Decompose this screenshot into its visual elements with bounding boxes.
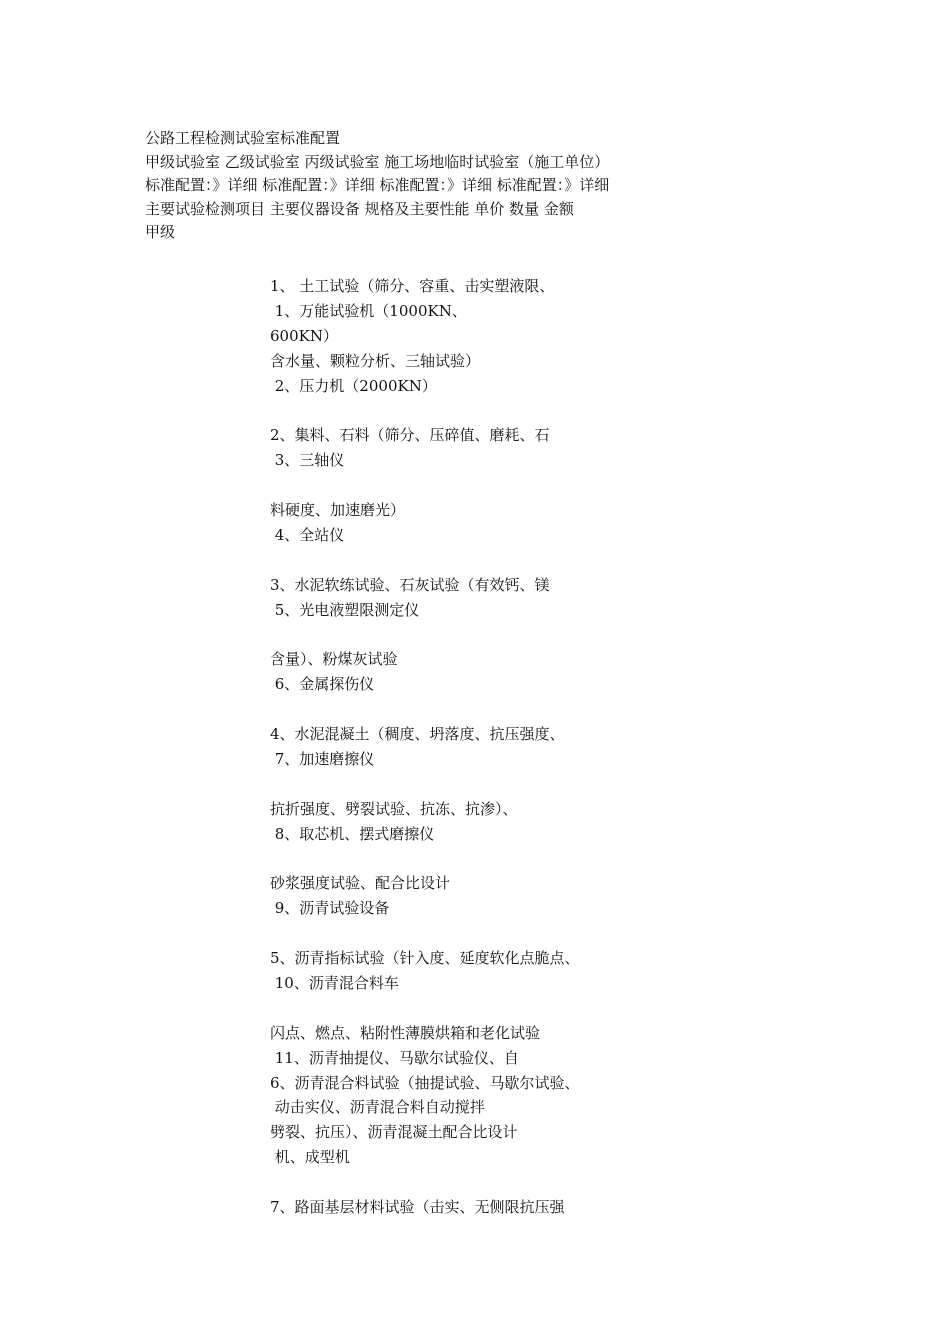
text-line: 动击实仪、沥青混合料自动搅拌: [270, 1098, 485, 1117]
blank-line: [270, 772, 890, 797]
blank-line: [270, 622, 890, 647]
text-line: 机、成型机: [270, 1148, 350, 1167]
text-line: 2、集料、石料（筛分、压碎值、磨耗、石: [270, 426, 550, 445]
text-line: 闪点、燃点、粘附性薄膜烘箱和老化试验: [270, 1023, 541, 1042]
text-line: 6、金属探伤仪: [270, 675, 375, 694]
text-line: 5、光电液塑限测定仪: [270, 600, 420, 619]
text-line: 2、压力机（2000KN）: [270, 376, 437, 395]
text-line: 含水量、颗粒分析、三轴试验）: [270, 351, 481, 370]
document-body: [270, 274, 890, 1220]
standard-config-links: 标准配置：》详细 标准配置：》详细 标准配置：》详细 标准配置：》详细: [145, 176, 610, 194]
text-line: 含量）、粉煤灰试验: [270, 650, 398, 669]
blank-line: [270, 697, 890, 722]
lab-grade-list: 甲级试验室 乙级试验室 丙级试验室 施工场地临时试验室（施工单位）: [145, 152, 610, 171]
grade-label: 甲级: [145, 223, 176, 241]
text-line: 11、沥青抽提仪、马歇尔试验仪、自: [270, 1048, 519, 1067]
text-line: 7、加速磨擦仪: [270, 749, 375, 768]
text-line: 5、沥青指标试验（针入度、延度软化点脆点、: [270, 949, 580, 968]
blank-line: [270, 996, 890, 1021]
text-line: 1、万能试验机（1000KN、: [270, 301, 467, 320]
text-line: 600KN）: [270, 326, 338, 345]
blank-line: [270, 921, 890, 946]
blank-line: [270, 473, 890, 498]
text-line: 抗折强度、劈裂试验、抗冻、抗渗）、: [270, 799, 518, 818]
text-line: 4、水泥混凝土（稠度、坍落度、抗压强度、: [270, 725, 565, 744]
blank-line: [270, 846, 890, 871]
text-line: 9、沥青试验设备: [270, 899, 390, 918]
blank-line: [270, 1170, 890, 1195]
text-line: 7、路面基层材料试验（击实、无侧限抗压强: [270, 1197, 565, 1216]
document-title: 公路工程检测试验室标准配置: [145, 129, 341, 147]
text-line: 3、三轴仪: [270, 451, 345, 470]
text-line: 劈裂、抗压）、沥青混凝土配合比设计: [270, 1123, 518, 1142]
document-header: [145, 127, 905, 245]
text-line: 1、 土工试验（筛分、容重、击实塑液限、: [270, 277, 555, 295]
text-line: 料硬度、加速磨光）: [270, 501, 406, 520]
text-line: 3、水泥软练试验、石灰试验（有效钙、镁: [270, 575, 550, 594]
blank-line: [270, 398, 890, 423]
text-line: 6、沥青混合料试验（抽提试验、马歇尔试验、: [270, 1073, 580, 1092]
text-line: 砂浆强度试验、配合比设计: [270, 874, 451, 893]
table-column-headers: 主要试验检测项目 主要仪器设备 规格及主要性能 单价 数量 金额: [145, 199, 574, 218]
blank-line: [270, 548, 890, 573]
text-line: 10、沥青混合料车: [270, 973, 399, 992]
text-line: 4、全站仪: [270, 525, 345, 544]
text-line: 8、取芯机、摆式磨擦仪: [270, 824, 435, 843]
